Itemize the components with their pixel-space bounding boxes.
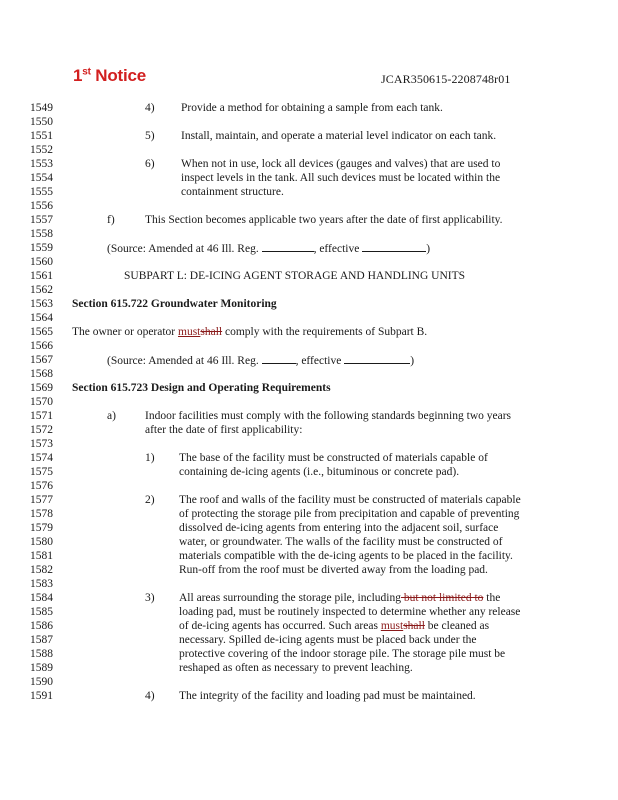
- line-number: 1563: [30, 298, 53, 310]
- line-number: 1583: [30, 578, 53, 590]
- line-number: 1559: [30, 242, 53, 254]
- line-number: 1580: [30, 536, 53, 548]
- line-number: 1577: [30, 494, 53, 506]
- line-number: 1586: [30, 620, 53, 632]
- line-number: 1562: [30, 284, 53, 296]
- item-text: containment structure.: [181, 186, 284, 198]
- item-text: after the date of first applicability:: [145, 424, 303, 436]
- item-text: protective covering of the indoor storage pile. The storage pile must be: [179, 648, 506, 660]
- text-run: the: [483, 592, 501, 604]
- item-text: dissolved de-icing agents from entering into the adjacent soil, surface: [179, 522, 499, 534]
- subpart-heading: SUBPART L: DE-ICING AGENT STORAGE AND HANDLING UNITS: [124, 270, 466, 282]
- item-number: 1): [145, 452, 155, 464]
- line-number: 1578: [30, 508, 53, 520]
- line-number: 1587: [30, 634, 53, 646]
- deleted-text: but not limited to: [400, 592, 484, 604]
- line-number: 1570: [30, 396, 53, 408]
- line-number: 1560: [30, 256, 53, 268]
- item-text: [179, 592, 500, 605]
- item-text: [179, 620, 489, 633]
- notice-ordinal: 1: [73, 66, 83, 85]
- item-number: 5): [145, 130, 155, 142]
- line-number: 1569: [30, 382, 53, 394]
- item-text: Provide a method for obtaining a sample from each tank.: [181, 102, 443, 114]
- source-text: , effective: [313, 243, 363, 255]
- item-number: f): [107, 214, 115, 226]
- source-text: , effective: [295, 355, 345, 367]
- line-number: 1585: [30, 606, 53, 618]
- document-id: JCAR350615-2208748r01: [381, 72, 511, 86]
- line-number: 1561: [30, 270, 53, 282]
- item-text: loading pad, must be routinely inspected to determine whether any release: [179, 606, 521, 618]
- line-number: 1549: [30, 102, 53, 114]
- blank-line: [362, 242, 426, 252]
- item-text: Install, maintain, and operate a material level indicator on each tank.: [181, 130, 497, 142]
- first-notice-label: [73, 66, 146, 86]
- notice-ordinal-suffix: st: [82, 66, 91, 78]
- line-number: 1582: [30, 564, 53, 576]
- section-heading: Section 615.722 Groundwater Monitoring: [72, 298, 277, 310]
- item-text: When not in use, lock all devices (gauges and valves) that are used to: [181, 158, 501, 170]
- item-number: 6): [145, 158, 155, 170]
- text-run: comply with the requirements of Subpart B.: [222, 326, 428, 338]
- line-number: 1551: [30, 130, 53, 142]
- blank-line: [262, 242, 314, 252]
- inserted-text: must: [178, 326, 201, 338]
- line-number: 1590: [30, 676, 53, 688]
- item-text: materials compatible with the de-icing agents to be placed in the facility.: [179, 550, 513, 562]
- source-text: ): [426, 243, 431, 255]
- deleted-text: shall: [200, 326, 223, 338]
- item-number: a): [107, 410, 116, 422]
- inserted-text: must: [380, 620, 404, 632]
- item-text: of protecting the storage pile from precipitation and capable of preventing: [179, 508, 520, 520]
- item-number: 3): [145, 592, 155, 604]
- line-number: 1575: [30, 466, 53, 478]
- paragraph: [72, 326, 427, 339]
- item-number: 4): [145, 690, 155, 702]
- source-note: [107, 242, 430, 256]
- line-number: 1557: [30, 214, 53, 226]
- text-run: The owner or operator: [72, 326, 179, 338]
- line-number: 1574: [30, 452, 53, 464]
- item-text: water, or groundwater. The walls of the facility must be constructed of: [179, 536, 503, 548]
- line-number: 1579: [30, 522, 53, 534]
- line-number: 1589: [30, 662, 53, 674]
- line-number: 1565: [30, 326, 53, 338]
- text-run: of de-icing agents has occurred. Such areas: [179, 620, 381, 632]
- section-heading: Section 615.723 Design and Operating Requirements: [72, 382, 331, 394]
- item-text: containing de-icing agents (i.e., bituminous or concrete pad).: [179, 466, 460, 478]
- line-number: 1554: [30, 172, 53, 184]
- item-text: necessary. Spilled de-icing agents must be placed back under the: [179, 634, 477, 646]
- line-number: 1553: [30, 158, 53, 170]
- item-text: Indoor facilities must comply with the following standards beginning two years: [145, 410, 512, 422]
- text-run: be cleaned as: [424, 620, 490, 632]
- line-number: 1567: [30, 354, 53, 366]
- line-number: 1564: [30, 312, 53, 324]
- line-number: 1556: [30, 200, 53, 212]
- line-number: 1550: [30, 116, 53, 128]
- line-number: 1566: [30, 340, 53, 352]
- text-run: All areas surrounding the storage pile, including: [179, 592, 401, 604]
- line-number: 1571: [30, 410, 53, 422]
- item-text: The base of the facility must be constructed of materials capable of: [179, 452, 488, 464]
- line-number: 1584: [30, 592, 53, 604]
- blank-line: [262, 354, 296, 364]
- item-text: This Section becomes applicable two years after the date of first applicability.: [145, 214, 503, 226]
- deleted-text: shall: [403, 620, 425, 632]
- item-text: Run-off from the roof must be diverted away from the loading pad.: [179, 564, 488, 576]
- item-text: The integrity of the facility and loading pad must be maintained.: [179, 690, 476, 702]
- item-text: inspect levels in the tank. All such devices must be located within the: [181, 172, 501, 184]
- line-number: 1576: [30, 480, 53, 492]
- source-text: (Source: Amended at 46 Ill. Reg.: [107, 355, 262, 367]
- line-number: 1555: [30, 186, 53, 198]
- line-number: 1588: [30, 648, 53, 660]
- item-number: 2): [145, 494, 155, 506]
- item-number: 4): [145, 102, 155, 114]
- line-number: 1572: [30, 424, 53, 436]
- notice-word: Notice: [95, 66, 147, 85]
- line-number: 1558: [30, 228, 53, 240]
- blank-line: [344, 354, 410, 364]
- source-note: [107, 354, 414, 368]
- line-number: 1573: [30, 438, 53, 450]
- item-text: reshaped as often as necessary to prevent leaching.: [179, 662, 413, 674]
- line-number: 1581: [30, 550, 53, 562]
- item-text: The roof and walls of the facility must be constructed of materials capable: [179, 494, 521, 506]
- source-text: ): [410, 355, 415, 367]
- line-number: 1568: [30, 368, 53, 380]
- line-number: 1552: [30, 144, 53, 156]
- source-text: (Source: Amended at 46 Ill. Reg.: [107, 243, 262, 255]
- line-number: 1591: [30, 690, 53, 702]
